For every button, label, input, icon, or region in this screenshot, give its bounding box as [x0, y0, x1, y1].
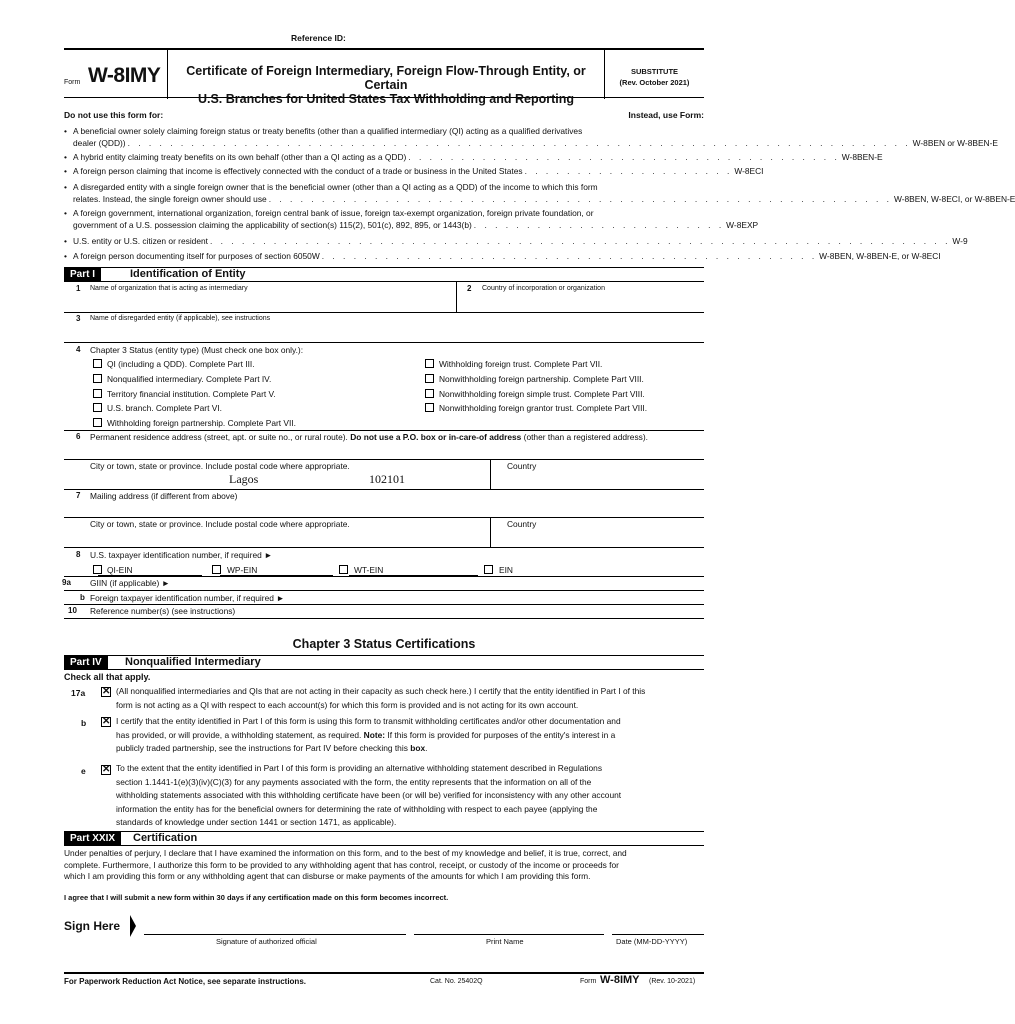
status-option: QI (including a QDD). Complete Part III. — [107, 359, 255, 369]
print-name-line — [414, 934, 604, 935]
alternative-form: W-8ECI — [734, 166, 764, 176]
exclusion-item: • A foreign person claiming that income is effectively connected with the conduct of a trade or business in the United States . . . . . . . . . . . . . . . . . . . . W-8ECI — [64, 166, 764, 176]
tin-option: WT-EIN — [354, 565, 384, 575]
rule — [64, 459, 704, 460]
giin-field[interactable] — [190, 577, 700, 589]
alternative-form: W-8BEN-E — [841, 152, 883, 162]
status-checkbox[interactable] — [93, 418, 102, 427]
exclusion-text: A hybrid entity claiming treaty benefits on its own behalf (other than a QI acting as a QDD) — [73, 152, 407, 162]
line-number: 1 — [76, 284, 81, 293]
permanent-address-field[interactable] — [84, 442, 702, 458]
line-7-label: Mailing address (if different from above) — [90, 491, 238, 501]
status-option: Nonwithholding foreign simple trust. Complete Part VIII. — [439, 389, 645, 399]
rule — [64, 618, 704, 619]
item-17b-text: I certify that the entity identified in Part I of this form is using this form to transmit withholding certificates and/or other documentation and has provided, or will provide, a withholding statement, as required. Note: If this form is provided for purposes of the entity's interest in a publicly traded partnership, see the instructions for Part IV before checking this box. — [116, 716, 621, 753]
reference-number-field[interactable] — [264, 605, 700, 616]
signature-label: Signature of authorized official — [216, 937, 317, 946]
field-divider — [456, 282, 457, 312]
rule — [64, 430, 704, 431]
exclusion-text: A foreign government, international organization, foreign central bank of issue, foreign tax-exempt organization, foreign private foundation, or — [73, 208, 594, 218]
alternative-form: W-8BEN, W-8BEN-E, or W-8ECI — [819, 251, 941, 261]
exclusion-text: U.S. entity or U.S. citizen or resident — [73, 236, 208, 246]
checkbox-17a[interactable]: ✕ — [102, 686, 111, 697]
field-divider — [490, 517, 491, 547]
line-3-label: Name of disregarded entity (if applicable), see instructions — [90, 315, 271, 322]
date-label: Date (MM-DD-YYYY) — [616, 937, 688, 946]
country-label: Country — [507, 461, 537, 471]
reference-id-label: Reference ID: — [291, 33, 346, 43]
city-label: City or town, state or province. Include postal code where appropriate. — [90, 519, 350, 529]
title-line-1: Certificate of Foreign Intermediary, Foreign Flow-Through Entity, or Certain — [186, 64, 586, 92]
status-checkbox[interactable] — [93, 359, 102, 368]
item-17e-text: To the extent that the entity identified in Part I of this form is providing an alternative withholding statement described in Regulations section 1.1441-1(e)(3)(iv)(C)(3) for any payments associated with the form, the entity represents that the information on all of the withholding statements associated with this withholding certificate have been (or will be) verified for inconsistency with any other account information the entity has for the beneficial owners for determining the rate of withholding with respect to each payee (applying the standards of knowledge under section 1441 or section 1471, as applicable). — [116, 763, 622, 827]
rule — [64, 489, 704, 490]
instead-use-heading: Instead, use Form: — [628, 110, 704, 120]
exclusion-item: • A foreign government, international organization, foreign central bank of issue, foreign tax-exempt organization, foreign private foundation, or government of a U.S. possession claiming the applicability of section(s) 115(2), 501(c), 892, 895, or 1443(b) . . . . . . . . . . . . . . . . . . . . . . . . W-8EXP — [64, 208, 759, 230]
line-number: 7 — [76, 491, 81, 500]
rule — [64, 547, 704, 548]
check-all-label: Check all that apply. — [64, 672, 151, 682]
mailing-city-field[interactable] — [84, 530, 484, 546]
substitute-label: SUBSTITUTE — [630, 67, 679, 76]
status-option: Nonwithholding foreign grantor trust. Complete Part VIII. — [439, 403, 648, 413]
org-name-field[interactable] — [84, 294, 452, 310]
exclusion-text: A foreign person claiming that income is effectively connected with the conduct of a trade or business in the United States — [73, 166, 523, 176]
line-number: 2 — [467, 284, 472, 293]
form-label: Form — [64, 79, 81, 86]
revision-label: (Rev. October 2021) — [619, 78, 690, 87]
exclusion-item: • A foreign person documenting itself for purposes of section 6050W . . . . . . . . . . . . . . . . . . . . . . . . . . . . . . . . . . . . . . . . . . . . . . . W-8BEN, W-8BEN-E, or W-8ECI — [64, 251, 941, 261]
exclusion-item: • A hybrid entity claiming treaty benefits on its own behalf (other than a QI acting as a QDD) . . . . . . . . . . . . . . . . . . . . . . . . . . . . . . . . . . . . . . . . . W-8BEN-E — [64, 152, 883, 162]
line-6-label: Permanent residence address (street, apt. or suite no., or rural route). Do not use a P.O. box or in-care-of address (other than a registered address). — [90, 432, 648, 442]
item-17a-text: (All nonqualified intermediaries and QIs that are not acting in their capacity as such check here.) I certify that the entity identified in Part I of this form is not acting as a QI with respect to each account(s) for which this form is provided and is not acting for its own account. — [116, 686, 646, 710]
line-9a-label: GIIN (if applicable) ► — [90, 578, 170, 588]
status-checkbox[interactable] — [425, 374, 434, 383]
rule — [64, 312, 704, 313]
disregarded-entity-field[interactable] — [84, 324, 702, 340]
exclusion-text: relates. Instead, the single foreign owner should use — [73, 193, 267, 204]
line-9b-label: Foreign taxpayer identification number, if required ► — [90, 593, 285, 603]
signature-line — [144, 934, 406, 935]
status-checkbox[interactable] — [93, 403, 102, 412]
status-checkbox[interactable] — [93, 389, 102, 398]
tin-option: EIN — [499, 565, 513, 575]
form-header — [64, 48, 704, 106]
agreement-statement: I agree that I will submit a new form within 30 days if any certification made on this form becomes incorrect. — [64, 893, 449, 902]
status-checkbox[interactable] — [425, 389, 434, 398]
footer-form-label: Form — [580, 978, 597, 985]
tin-option: WP-EIN — [227, 565, 258, 575]
status-option: Nonwithholding foreign partnership. Complete Part VIII. — [439, 374, 644, 384]
status-option: Withholding foreign partnership. Complete Part VII. — [107, 418, 296, 428]
city-label: City or town, state or province. Include postal code where appropriate. — [90, 461, 350, 471]
line-number: b — [80, 593, 85, 602]
status-option: U.S. branch. Complete Part VI. — [107, 403, 222, 413]
print-name-label: Print Name — [486, 937, 524, 946]
rule — [64, 517, 704, 518]
line-8-label: U.S. taxpayer identification number, if required ► — [90, 550, 273, 560]
country-field[interactable] — [494, 472, 702, 488]
tin-option: QI-EIN — [107, 565, 133, 575]
line-number: b — [81, 718, 87, 728]
part-4-tag: Part IV — [64, 656, 108, 669]
line-number: 10 — [68, 606, 77, 615]
part-29-title: Certification — [133, 832, 198, 844]
line-number: e — [81, 766, 86, 776]
do-not-use-heading: Do not use this form for: — [64, 110, 164, 120]
alternative-form: W-8BEN, W-8ECI, or W-8BEN-E — [893, 193, 1015, 204]
footer-form-number: W-8IMY — [600, 974, 640, 986]
form-number: W-8IMY — [88, 64, 161, 87]
rule — [64, 342, 704, 343]
line-2-label: Country of incorporation or organization — [482, 285, 605, 292]
print-name-field[interactable] — [414, 918, 604, 934]
alternative-form: W-8BEN or W-8BEN-E — [912, 137, 998, 148]
exclusion-text: dealer (QDD)) — [73, 137, 126, 148]
line-number: 3 — [76, 314, 81, 323]
chapter-3-heading: Chapter 3 Status Certifications — [292, 637, 476, 651]
checkbox-17e[interactable]: ✕ — [102, 764, 111, 775]
footer-revision: (Rev. 10-2021) — [649, 978, 696, 985]
tin-checkbox[interactable] — [339, 565, 348, 574]
tin-checkbox[interactable] — [212, 565, 221, 574]
alternative-form: W-9 — [952, 236, 968, 246]
part-1-header — [64, 267, 704, 282]
status-checkbox[interactable] — [425, 403, 434, 412]
country-of-incorporation-field[interactable] — [462, 294, 702, 310]
line-number: 6 — [76, 432, 81, 441]
country-label: Country — [507, 519, 537, 529]
sign-arrow-icon — [130, 915, 136, 937]
mailing-country-field[interactable] — [494, 530, 702, 546]
status-checkbox[interactable] — [93, 374, 102, 383]
part-4-header — [64, 655, 704, 670]
part-29-tag: Part XXIX — [64, 832, 121, 845]
line-number: 9a — [62, 578, 71, 587]
exclusion-text: A beneficial owner solely claiming foreign status or treaty benefits (other than a qualified intermediary (QI) acting as a qualified derivatives — [73, 126, 583, 136]
exclusion-item: • U.S. entity or U.S. citizen or resident . . . . . . . . . . . . . . . . . . . . . . . . . . . . . . . . . . . . . . . . . . . . . . . . . . . . . . . . . . . . . . . . . . . . . . W-9 — [64, 236, 968, 246]
line-4-label: Chapter 3 Status (entity type) (Must check one box only.): — [90, 345, 304, 355]
line-number: 17a — [71, 688, 86, 698]
postal-code-value[interactable]: 102101 — [369, 472, 405, 486]
date-line — [612, 934, 704, 935]
exclusion-item: • A beneficial owner solely claiming foreign status or treaty benefits (other than a qualified intermediary (QI) acting as a qualified derivatives dealer (QDD)) . . . . . . . . . . . . . . . . . . . . . . . . . . . . . . . . . . . . . . . . . . . . . . . . . . . . . . . . . . . . . . . . . . . . . . . . . . W-8BEN or W-8BEN-E — [64, 126, 998, 148]
status-option: Withholding foreign trust. Complete Part VII. — [439, 359, 603, 369]
checkbox-17b[interactable]: ✕ — [102, 716, 111, 727]
status-checkbox[interactable] — [425, 359, 434, 368]
line-number: 4 — [76, 345, 81, 354]
date-field[interactable] — [612, 918, 704, 934]
tin-checkbox[interactable] — [484, 565, 493, 574]
foreign-tin-field[interactable] — [324, 591, 700, 603]
exclusion-text: A disregarded entity with a single foreign owner that is the beneficial owner (other than a QI acting as a QDD) of the income to which this form — [73, 182, 598, 192]
exclusion-text: government of a U.S. possession claiming the applicability of section(s) 115(2), 501(c), 892, 895, or 1443(b) — [73, 219, 472, 230]
part-29-header — [64, 831, 704, 846]
paperwork-notice: For Paperwork Reduction Act Notice, see separate instructions. — [64, 977, 306, 986]
mailing-address-field[interactable] — [84, 501, 702, 516]
perjury-statement: Under penalties of perjury, I declare that I have examined the information on this form, and to the best of my knowledge and belief, it is true, correct, and complete. Furthermore, I authorize this form to be provided to any withholding agent that has control, receipt, or custody of the income or proceeds for which I am providing this form or any withholding agent that can disburse or make payments of the amounts for which I am providing this form. — [64, 848, 627, 881]
part-4-title: Nonqualified Intermediary — [125, 656, 261, 668]
catalog-number: Cat. No. 25402Q — [430, 978, 483, 985]
line-number: 8 — [76, 550, 81, 559]
title-line-2: U.S. Branches for United States Tax Withholding and Reporting — [197, 92, 575, 106]
exclusion-item: • A disregarded entity with a single foreign owner that is the beneficial owner (other than a QI acting as a QDD) of the income to which this form relates. Instead, the single foreign owner should use . . . . . . . . . . . . . . . . . . . . . . . . . . . . . . . . . . . . . . . . . . . . . . . . . . . . . . . . . . . W-8BEN, W-8ECI, or W-8BEN-E — [64, 182, 1015, 204]
part-1-title: Identification of Entity — [130, 268, 246, 280]
status-option: Territory financial institution. Complete Part V. — [107, 389, 276, 399]
line-10-label: Reference number(s) (see instructions) — [90, 606, 236, 616]
part-1-tag: Part I — [64, 268, 101, 281]
line-1-label: Name of organization that is acting as intermediary — [90, 285, 248, 292]
status-option: Nonqualified intermediary. Complete Part IV. — [107, 374, 272, 384]
tin-checkbox[interactable] — [93, 565, 102, 574]
sign-here-label: Sign Here — [64, 919, 121, 933]
alternative-form: W-8EXP — [726, 219, 759, 230]
field-divider — [490, 459, 491, 489]
signature-field[interactable] — [144, 918, 404, 934]
city-value[interactable]: Lagos — [229, 472, 259, 486]
form-title — [168, 64, 604, 106]
substitute-box — [605, 66, 704, 88]
exclusion-text: A foreign person documenting itself for purposes of section 6050W — [73, 251, 320, 261]
